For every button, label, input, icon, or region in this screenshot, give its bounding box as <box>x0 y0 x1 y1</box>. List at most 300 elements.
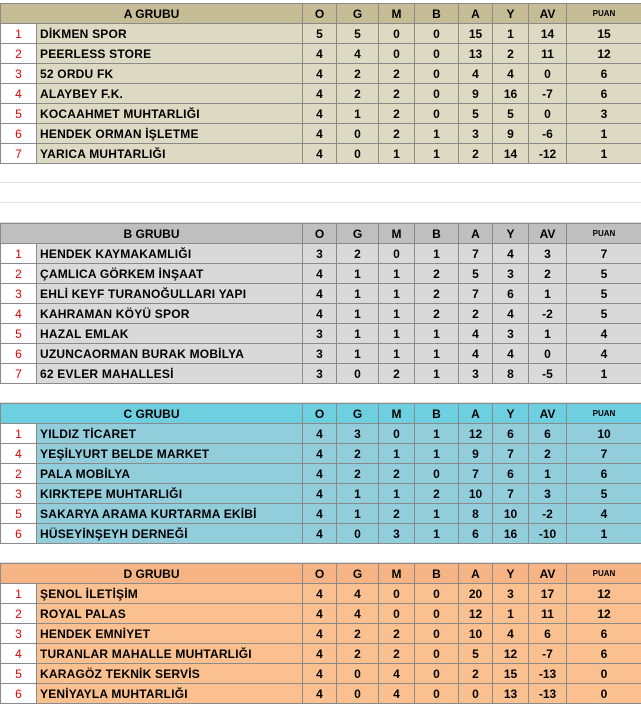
stat-cell-a: 6 <box>459 524 493 544</box>
column-header-m: M <box>379 4 415 24</box>
team-name-cell: HAZAL EMLAK <box>37 324 303 344</box>
rank-cell: 4 <box>1 644 37 664</box>
table-row <box>1 64 641 84</box>
stat-cell-g: 0 <box>337 364 379 384</box>
group-title: D GRUBU <box>1 564 303 584</box>
stat-cell-puan: 6 <box>567 464 641 484</box>
team-name-cell: EHLİ KEYF TURANOĞULLARI YAPI <box>37 284 303 304</box>
stat-cell-y: 4 <box>493 304 529 324</box>
table-row <box>1 684 641 704</box>
stat-cell-y: 9 <box>493 124 529 144</box>
table-row <box>1 664 641 684</box>
team-name-cell: KARAGÖZ TEKNİK SERVİS <box>37 664 303 684</box>
stat-cell-y: 1 <box>493 24 529 44</box>
rank-cell: 5 <box>1 664 37 684</box>
stat-cell-a: 10 <box>459 484 493 504</box>
column-header-y: Y <box>493 564 529 584</box>
stat-cell-av: 1 <box>529 324 567 344</box>
stat-cell-a: 2 <box>459 144 493 164</box>
stat-cell-y: 14 <box>493 144 529 164</box>
rank-cell: 7 <box>1 364 37 384</box>
stat-cell-b: 2 <box>415 304 459 324</box>
stat-cell-puan: 4 <box>567 324 641 344</box>
table-row <box>1 484 641 504</box>
team-name-cell: 62 EVLER MAHALLESİ <box>37 364 303 384</box>
rank-cell: 7 <box>1 144 37 164</box>
stat-cell-av: 6 <box>529 424 567 444</box>
stat-cell-puan: 1 <box>567 124 641 144</box>
stat-cell-m: 2 <box>379 624 415 644</box>
stat-cell-y: 4 <box>493 64 529 84</box>
stat-cell-o: 4 <box>303 284 337 304</box>
rank-cell: 2 <box>1 44 37 64</box>
rank-cell: 2 <box>1 264 37 284</box>
team-name-cell: PEERLESS STORE <box>37 44 303 64</box>
stat-cell-o: 4 <box>303 44 337 64</box>
stat-cell-puan: 12 <box>567 44 641 64</box>
stat-cell-o: 4 <box>303 104 337 124</box>
stat-cell-av: 2 <box>529 444 567 464</box>
column-header-b: B <box>415 564 459 584</box>
table-row <box>1 604 641 624</box>
stat-cell-av: -7 <box>529 644 567 664</box>
stat-cell-y: 16 <box>493 84 529 104</box>
group-b <box>0 223 641 384</box>
team-name-cell: HENDEK EMNİYET <box>37 624 303 644</box>
stat-cell-m: 4 <box>379 664 415 684</box>
stat-cell-a: 0 <box>459 684 493 704</box>
team-name-cell: ROYAL PALAS <box>37 604 303 624</box>
stat-cell-b: 2 <box>415 484 459 504</box>
stat-cell-g: 0 <box>337 524 379 544</box>
rank-cell: 2 <box>1 464 37 484</box>
column-header-g: G <box>337 224 379 244</box>
stat-cell-y: 16 <box>493 524 529 544</box>
stat-cell-y: 4 <box>493 624 529 644</box>
rank-cell: 3 <box>1 64 37 84</box>
stat-cell-m: 0 <box>379 604 415 624</box>
stat-cell-a: 4 <box>459 344 493 364</box>
stat-cell-a: 12 <box>459 604 493 624</box>
column-header-b: B <box>415 224 459 244</box>
column-header-av: AV <box>529 224 567 244</box>
stat-cell-av: 3 <box>529 244 567 264</box>
stat-cell-g: 2 <box>337 464 379 484</box>
stat-cell-av: -2 <box>529 304 567 324</box>
team-name-cell: DİKMEN SPOR <box>37 24 303 44</box>
rank-cell: 5 <box>1 324 37 344</box>
rank-cell: 1 <box>1 424 37 444</box>
stat-cell-puan: 12 <box>567 584 641 604</box>
stat-cell-y: 4 <box>493 344 529 364</box>
team-name-cell: KOCAAHMET MUHTARLIĞI <box>37 104 303 124</box>
stat-cell-o: 4 <box>303 624 337 644</box>
stat-cell-o: 4 <box>303 584 337 604</box>
rank-cell: 4 <box>1 444 37 464</box>
stat-cell-av: 6 <box>529 624 567 644</box>
stat-cell-m: 0 <box>379 244 415 264</box>
stat-cell-b: 1 <box>415 504 459 524</box>
rank-cell: 1 <box>1 24 37 44</box>
stat-cell-av: -13 <box>529 684 567 704</box>
rank-cell: 6 <box>1 684 37 704</box>
stat-cell-a: 13 <box>459 44 493 64</box>
stat-cell-g: 1 <box>337 284 379 304</box>
stat-cell-puan: 6 <box>567 644 641 664</box>
stat-cell-b: 1 <box>415 124 459 144</box>
stat-cell-y: 7 <box>493 444 529 464</box>
rank-cell: 1 <box>1 584 37 604</box>
stat-cell-a: 8 <box>459 504 493 524</box>
stat-cell-av: -13 <box>529 664 567 684</box>
stat-cell-av: -12 <box>529 144 567 164</box>
stat-cell-m: 1 <box>379 484 415 504</box>
team-name-cell: KIRKTEPE MUHTARLIĞI <box>37 484 303 504</box>
column-header-b: B <box>415 4 459 24</box>
stat-cell-a: 2 <box>459 664 493 684</box>
team-name-cell: ALAYBEY F.K. <box>37 84 303 104</box>
stat-cell-m: 2 <box>379 104 415 124</box>
table-row <box>1 524 641 544</box>
stat-cell-o: 3 <box>303 344 337 364</box>
stat-cell-b: 0 <box>415 584 459 604</box>
team-name-cell: 52 ORDU FK <box>37 64 303 84</box>
stat-cell-g: 0 <box>337 664 379 684</box>
stat-cell-puan: 5 <box>567 484 641 504</box>
table-row <box>1 324 641 344</box>
stat-cell-m: 1 <box>379 264 415 284</box>
column-header-m: M <box>379 564 415 584</box>
stat-cell-m: 1 <box>379 304 415 324</box>
column-header-g: G <box>337 4 379 24</box>
stat-cell-av: -10 <box>529 524 567 544</box>
stat-cell-a: 5 <box>459 644 493 664</box>
group-header-row <box>1 224 641 244</box>
rank-cell: 3 <box>1 284 37 304</box>
stat-cell-m: 0 <box>379 44 415 64</box>
column-header-a: A <box>459 404 493 424</box>
column-header-av: AV <box>529 404 567 424</box>
stat-cell-m: 1 <box>379 284 415 304</box>
stat-cell-b: 0 <box>415 684 459 704</box>
stat-cell-b: 0 <box>415 644 459 664</box>
stat-cell-av: 0 <box>529 64 567 84</box>
stat-cell-y: 2 <box>493 44 529 64</box>
stat-cell-g: 1 <box>337 484 379 504</box>
stat-cell-o: 4 <box>303 664 337 684</box>
rank-cell: 5 <box>1 504 37 524</box>
stat-cell-av: -6 <box>529 124 567 144</box>
stat-cell-a: 12 <box>459 424 493 444</box>
stat-cell-g: 1 <box>337 264 379 284</box>
stat-cell-puan: 15 <box>567 24 641 44</box>
column-header-y: Y <box>493 4 529 24</box>
column-header-o: O <box>303 564 337 584</box>
stat-cell-m: 2 <box>379 464 415 484</box>
stat-cell-o: 4 <box>303 124 337 144</box>
group-title: C GRUBU <box>1 404 303 424</box>
stat-cell-av: -2 <box>529 504 567 524</box>
team-name-cell: HENDEK ORMAN İŞLETME <box>37 124 303 144</box>
rank-cell: 3 <box>1 624 37 644</box>
group-c <box>0 403 641 544</box>
stat-cell-y: 3 <box>493 324 529 344</box>
stat-cell-puan: 6 <box>567 84 641 104</box>
team-name-cell: HENDEK KAYMAKAMLIĞI <box>37 244 303 264</box>
stat-cell-g: 0 <box>337 124 379 144</box>
stat-cell-g: 2 <box>337 444 379 464</box>
stat-cell-m: 0 <box>379 584 415 604</box>
stat-cell-a: 3 <box>459 364 493 384</box>
stat-cell-o: 5 <box>303 24 337 44</box>
rank-cell: 2 <box>1 604 37 624</box>
stat-cell-a: 7 <box>459 464 493 484</box>
stat-cell-av: 2 <box>529 264 567 284</box>
stat-cell-o: 3 <box>303 324 337 344</box>
stat-cell-puan: 5 <box>567 284 641 304</box>
column-header-g: G <box>337 564 379 584</box>
stat-cell-o: 3 <box>303 364 337 384</box>
table-row <box>1 144 641 164</box>
group-c-table <box>0 403 641 544</box>
stat-cell-b: 1 <box>415 364 459 384</box>
stat-cell-b: 0 <box>415 64 459 84</box>
stat-cell-puan: 4 <box>567 344 641 364</box>
stat-cell-puan: 5 <box>567 264 641 284</box>
stat-cell-puan: 10 <box>567 424 641 444</box>
column-header-a: A <box>459 224 493 244</box>
stat-cell-y: 6 <box>493 424 529 444</box>
stat-cell-g: 0 <box>337 684 379 704</box>
team-name-cell: ŞENOL İLETİŞİM <box>37 584 303 604</box>
stat-cell-o: 4 <box>303 64 337 84</box>
column-header-puan: PUAN <box>567 224 641 244</box>
stat-cell-b: 1 <box>415 244 459 264</box>
stat-cell-av: 3 <box>529 484 567 504</box>
stat-cell-puan: 7 <box>567 244 641 264</box>
stat-cell-y: 12 <box>493 644 529 664</box>
table-row <box>1 244 641 264</box>
stat-cell-puan: 1 <box>567 364 641 384</box>
stat-cell-y: 5 <box>493 104 529 124</box>
stat-cell-a: 5 <box>459 104 493 124</box>
team-name-cell: KAHRAMAN KÖYÜ SPOR <box>37 304 303 324</box>
stat-cell-puan: 0 <box>567 684 641 704</box>
stat-cell-m: 4 <box>379 684 415 704</box>
column-header-b: B <box>415 404 459 424</box>
stat-cell-b: 0 <box>415 624 459 644</box>
stat-cell-o: 4 <box>303 484 337 504</box>
stat-cell-g: 1 <box>337 504 379 524</box>
table-row <box>1 104 641 124</box>
stat-cell-puan: 5 <box>567 304 641 324</box>
rank-cell: 4 <box>1 84 37 104</box>
stat-cell-puan: 1 <box>567 524 641 544</box>
empty-rows <box>0 543 641 563</box>
group-title: A GRUBU <box>1 4 303 24</box>
column-header-y: Y <box>493 224 529 244</box>
table-row <box>1 304 641 324</box>
stat-cell-o: 4 <box>303 144 337 164</box>
group-a <box>0 3 641 164</box>
stat-cell-b: 1 <box>415 344 459 364</box>
stat-cell-y: 13 <box>493 684 529 704</box>
table-row <box>1 84 641 104</box>
stat-cell-m: 2 <box>379 364 415 384</box>
column-header-a: A <box>459 4 493 24</box>
column-header-puan: PUAN <box>567 564 641 584</box>
stat-cell-m: 2 <box>379 84 415 104</box>
stat-cell-b: 1 <box>415 524 459 544</box>
stat-cell-puan: 6 <box>567 64 641 84</box>
stat-cell-puan: 3 <box>567 104 641 124</box>
stat-cell-m: 1 <box>379 344 415 364</box>
stat-cell-b: 1 <box>415 144 459 164</box>
stat-cell-g: 2 <box>337 84 379 104</box>
stat-cell-y: 6 <box>493 284 529 304</box>
stat-cell-g: 2 <box>337 644 379 664</box>
table-row <box>1 364 641 384</box>
stat-cell-g: 4 <box>337 604 379 624</box>
stat-cell-m: 1 <box>379 444 415 464</box>
stat-cell-o: 4 <box>303 684 337 704</box>
column-header-puan: PUAN <box>567 4 641 24</box>
stat-cell-y: 15 <box>493 664 529 684</box>
empty-rows <box>0 163 641 223</box>
column-header-o: O <box>303 224 337 244</box>
stat-cell-b: 2 <box>415 264 459 284</box>
stat-cell-av: 11 <box>529 44 567 64</box>
stat-cell-g: 2 <box>337 624 379 644</box>
stat-cell-g: 0 <box>337 144 379 164</box>
group-b-table <box>0 223 641 384</box>
column-header-m: M <box>379 404 415 424</box>
group-d-table <box>0 563 641 704</box>
stat-cell-m: 2 <box>379 124 415 144</box>
table-row <box>1 504 641 524</box>
stat-cell-y: 4 <box>493 244 529 264</box>
team-name-cell: SAKARYA ARAMA KURTARMA EKİBİ <box>37 504 303 524</box>
column-header-puan: PUAN <box>567 404 641 424</box>
rank-cell: 3 <box>1 484 37 504</box>
stat-cell-b: 0 <box>415 104 459 124</box>
team-name-cell: PALA MOBİLYA <box>37 464 303 484</box>
table-row <box>1 584 641 604</box>
stat-cell-a: 7 <box>459 244 493 264</box>
rank-cell: 6 <box>1 124 37 144</box>
table-row <box>1 284 641 304</box>
table-row <box>1 344 641 364</box>
column-header-o: O <box>303 404 337 424</box>
stat-cell-b: 0 <box>415 24 459 44</box>
team-name-cell: UZUNCAORMAN BURAK MOBİLYA <box>37 344 303 364</box>
column-header-o: O <box>303 4 337 24</box>
group-a-table <box>0 3 641 164</box>
stat-cell-a: 9 <box>459 444 493 464</box>
table-row <box>1 424 641 444</box>
stat-cell-av: 0 <box>529 344 567 364</box>
stat-cell-b: 1 <box>415 324 459 344</box>
stat-cell-g: 3 <box>337 424 379 444</box>
stat-cell-o: 4 <box>303 504 337 524</box>
stat-cell-av: 0 <box>529 104 567 124</box>
stat-cell-g: 1 <box>337 324 379 344</box>
team-name-cell: TURANLAR MAHALLE MUHTARLIĞI <box>37 644 303 664</box>
table-row <box>1 444 641 464</box>
stat-cell-y: 8 <box>493 364 529 384</box>
team-name-cell: YENİYAYLA MUHTARLIĞI <box>37 684 303 704</box>
stat-cell-b: 1 <box>415 444 459 464</box>
table-row <box>1 44 641 64</box>
table-row <box>1 24 641 44</box>
column-header-av: AV <box>529 4 567 24</box>
team-name-cell: YILDIZ TİCARET <box>37 424 303 444</box>
rank-cell: 6 <box>1 344 37 364</box>
table-row <box>1 464 641 484</box>
group-d <box>0 563 641 704</box>
stat-cell-b: 0 <box>415 664 459 684</box>
stat-cell-o: 4 <box>303 264 337 284</box>
stat-cell-g: 4 <box>337 44 379 64</box>
column-header-a: A <box>459 564 493 584</box>
stat-cell-g: 1 <box>337 104 379 124</box>
table-row <box>1 264 641 284</box>
stat-cell-puan: 1 <box>567 144 641 164</box>
stat-cell-y: 10 <box>493 504 529 524</box>
table-row <box>1 624 641 644</box>
stat-cell-av: 17 <box>529 584 567 604</box>
stat-cell-b: 0 <box>415 604 459 624</box>
stat-cell-a: 4 <box>459 64 493 84</box>
stat-cell-av: -7 <box>529 84 567 104</box>
stat-cell-m: 2 <box>379 644 415 664</box>
team-name-cell: HÜSEYİNŞEYH DERNEĞİ <box>37 524 303 544</box>
rank-cell: 1 <box>1 244 37 264</box>
stat-cell-b: 0 <box>415 44 459 64</box>
rank-cell: 6 <box>1 524 37 544</box>
table-row <box>1 644 641 664</box>
stat-cell-g: 2 <box>337 244 379 264</box>
stat-cell-a: 2 <box>459 304 493 324</box>
group-title: B GRUBU <box>1 224 303 244</box>
stat-cell-a: 5 <box>459 264 493 284</box>
stat-cell-o: 3 <box>303 244 337 264</box>
stat-cell-o: 4 <box>303 644 337 664</box>
stat-cell-b: 1 <box>415 424 459 444</box>
stat-cell-g: 4 <box>337 584 379 604</box>
stat-cell-m: 0 <box>379 424 415 444</box>
stat-cell-puan: 6 <box>567 624 641 644</box>
stat-cell-av: 14 <box>529 24 567 44</box>
stat-cell-o: 4 <box>303 464 337 484</box>
stat-cell-o: 4 <box>303 304 337 324</box>
column-header-m: M <box>379 224 415 244</box>
rank-cell: 4 <box>1 304 37 324</box>
rank-cell: 5 <box>1 104 37 124</box>
stat-cell-m: 3 <box>379 524 415 544</box>
group-header-row <box>1 564 641 584</box>
stat-cell-y: 1 <box>493 604 529 624</box>
empty-rows <box>0 383 641 403</box>
stat-cell-o: 4 <box>303 424 337 444</box>
stat-cell-g: 2 <box>337 64 379 84</box>
column-header-av: AV <box>529 564 567 584</box>
stat-cell-m: 1 <box>379 144 415 164</box>
stat-cell-puan: 12 <box>567 604 641 624</box>
stat-cell-b: 0 <box>415 84 459 104</box>
stat-cell-y: 7 <box>493 484 529 504</box>
stat-cell-y: 3 <box>493 264 529 284</box>
